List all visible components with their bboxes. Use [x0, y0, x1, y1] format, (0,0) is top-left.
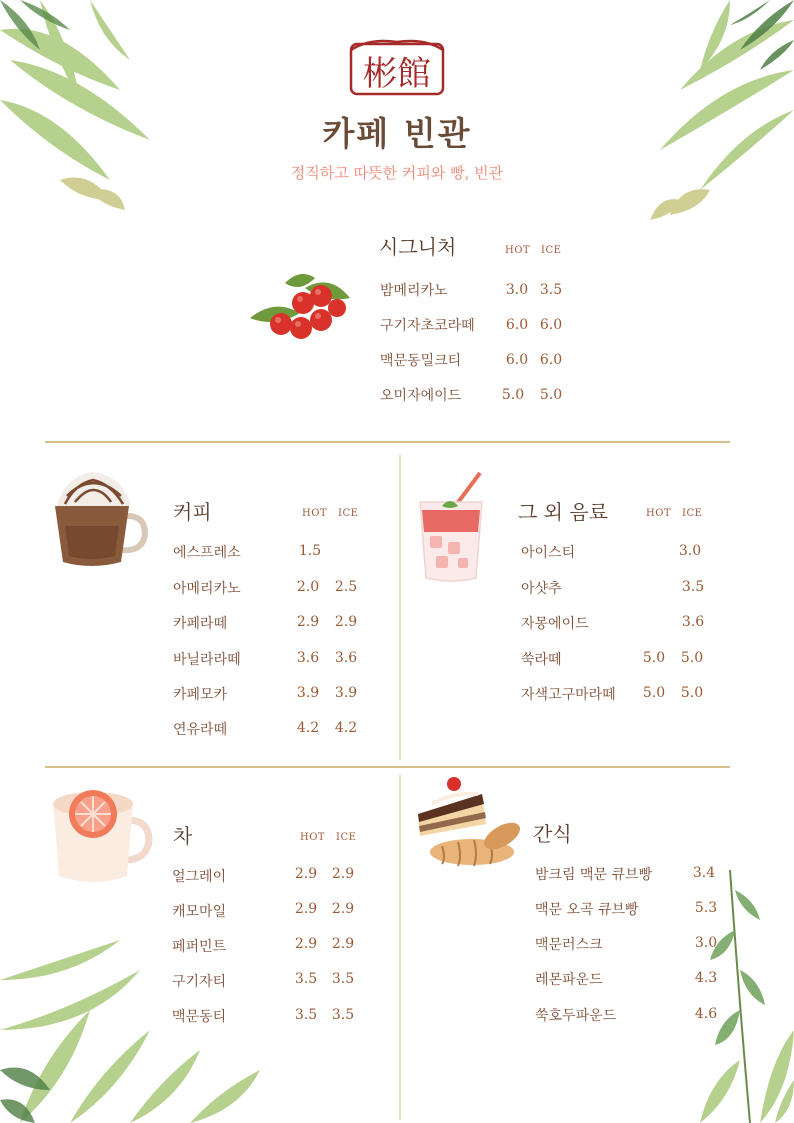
tea-item-name: 얼그레이: [172, 869, 227, 885]
coffee-item-hot-price: 4.2: [296, 720, 320, 736]
snacks-section-title: 간식: [533, 822, 572, 846]
coffee-item-name: 카페라떼: [173, 616, 228, 632]
horizontal-divider-middle: [45, 766, 730, 768]
snacks-item-price: 4.6: [694, 1006, 718, 1022]
tea-item-name: 캐모마일: [172, 904, 227, 920]
tea-item-ice-price: 2.9: [331, 936, 355, 952]
horizontal-divider-top: [45, 441, 730, 443]
tea-item-name: 맥문동티: [172, 1009, 227, 1025]
coffee-item-hot-price: 1.5: [298, 543, 322, 559]
tea-item-name: 페퍼민트: [172, 939, 227, 955]
cake-croissant-illustration: [412, 774, 527, 869]
coffee-item-hot-price: 3.6: [296, 650, 320, 666]
coffee-item-name: 아메리카노: [173, 581, 241, 597]
tea-item-ice-price: 2.9: [331, 866, 355, 882]
coffee-item-hot-price: 2.9: [296, 614, 320, 630]
other-drinks-ice-header: ICE: [682, 508, 703, 519]
cafe-title: 카페 빈관: [322, 114, 472, 153]
other-drinks-item-name: 쑥라떼: [521, 652, 562, 668]
coffee-hot-header: HOT: [302, 508, 328, 519]
tea-item-ice-price: 3.5: [331, 1007, 355, 1023]
snacks-item-name: 레몬파운드: [535, 972, 603, 988]
other-drinks-item-hot-price: 5.0: [642, 650, 666, 666]
other-drinks-item-ice-price: 3.6: [681, 614, 705, 630]
other-drinks-section-title: 그 외 음료: [518, 500, 608, 524]
coffee-item-ice-price: 3.6: [334, 650, 358, 666]
snacks-item-name: 맥문 오곡 큐브빵: [535, 902, 639, 918]
snacks-item-price: 3.4: [692, 865, 716, 881]
other-drinks-item-ice-price: 3.0: [678, 543, 702, 559]
signature-item-name: 오미자에이드: [380, 388, 462, 404]
other-drinks-item-ice-price: 3.5: [681, 579, 705, 595]
signature-item-name: 맥문동밀크티: [380, 353, 462, 369]
tea-item-hot-price: 2.9: [294, 901, 318, 917]
coffee-item-name: 연유라떼: [173, 722, 228, 738]
signature-item-hot-price: 3.0: [505, 282, 529, 298]
coffee-item-name: 에스프레소: [173, 545, 241, 561]
coffee-item-ice-price: 2.5: [334, 579, 358, 595]
other-drinks-item-ice-price: 5.0: [680, 685, 704, 701]
grapefruit-tea-illustration: [45, 780, 155, 890]
snacks-item-price: 5.3: [694, 900, 718, 916]
signature-item-ice-price: 3.5: [539, 282, 563, 298]
other-drinks-item-ice-price: 5.0: [680, 650, 704, 666]
tea-item-ice-price: 2.9: [331, 901, 355, 917]
coffee-item-ice-price: 2.9: [334, 614, 358, 630]
vertical-divider-lower: [399, 775, 401, 1120]
coffee-ice-header: ICE: [338, 508, 359, 519]
coffee-item-ice-price: 3.9: [334, 685, 358, 701]
coffee-item-name: 바닐라라떼: [173, 652, 241, 668]
snacks-item-price: 4.3: [694, 970, 718, 986]
tea-item-hot-price: 2.9: [294, 936, 318, 952]
coffee-cup-illustration: [45, 466, 150, 571]
coffee-item-ice-price: 4.2: [334, 720, 358, 736]
coffee-section-title: 커피: [173, 500, 212, 524]
tea-hot-header: HOT: [300, 832, 326, 843]
other-drinks-hot-header: HOT: [646, 508, 672, 519]
tea-ice-header: ICE: [336, 832, 357, 843]
signature-item-hot-price: 5.0: [501, 387, 525, 403]
signature-ice-header: ICE: [541, 245, 562, 256]
cafe-logo: [349, 38, 445, 98]
tea-item-hot-price: 3.5: [294, 971, 318, 987]
signature-item-name: 구기자초코라떼: [380, 318, 475, 334]
signature-section-title: 시그니처: [379, 235, 457, 259]
coffee-item-hot-price: 2.0: [296, 579, 320, 595]
snacks-item-name: 맥문러스크: [535, 937, 603, 953]
coffee-item-hot-price: 3.9: [296, 685, 320, 701]
logo-text: 彬館: [363, 54, 431, 94]
signature-item-ice-price: 5.0: [539, 387, 563, 403]
signature-item-ice-price: 6.0: [539, 317, 563, 333]
tea-section-title: 차: [173, 824, 193, 848]
signature-hot-header: HOT: [505, 245, 531, 256]
cafe-subtitle: 정직하고 따뜻한 커피와 빵, 빈관: [290, 164, 504, 182]
tea-item-name: 구기자티: [172, 974, 227, 990]
tea-item-hot-price: 3.5: [294, 1007, 318, 1023]
signature-item-hot-price: 6.0: [505, 317, 529, 333]
signature-item-name: 밤메리카노: [380, 283, 448, 299]
snacks-item-name: 쑥호두파운드: [535, 1008, 617, 1024]
other-drinks-item-name: 아샷추: [521, 581, 562, 597]
other-drinks-item-name: 아이스티: [521, 545, 576, 561]
coffee-item-name: 카페모카: [173, 687, 228, 703]
snacks-item-name: 밤크림 맥문 큐브빵: [535, 867, 653, 883]
leaf-decoration-bottom-left: [0, 920, 280, 1123]
signature-item-hot-price: 6.0: [505, 352, 529, 368]
signature-item-ice-price: 6.0: [539, 352, 563, 368]
vertical-divider-upper: [399, 455, 401, 760]
other-drinks-item-name: 자몽에이드: [521, 616, 589, 632]
snacks-item-price: 3.0: [694, 935, 718, 951]
other-drinks-item-hot-price: 5.0: [642, 685, 666, 701]
other-drinks-item-name: 자색고구마라떼: [521, 687, 616, 703]
strawberry-drink-illustration: [412, 470, 492, 585]
tea-item-ice-price: 3.5: [331, 971, 355, 987]
berry-illustration: [245, 268, 355, 343]
tea-item-hot-price: 2.9: [294, 866, 318, 882]
